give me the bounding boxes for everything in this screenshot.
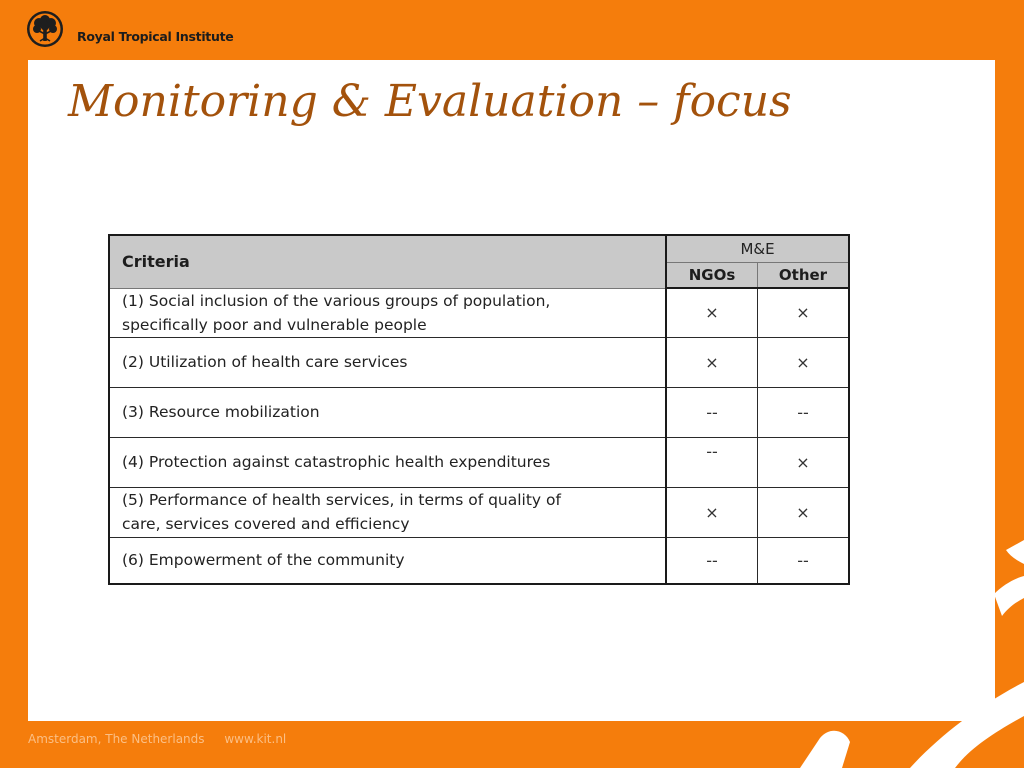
table-row [109, 387, 849, 437]
ngos-mark: × [666, 337, 758, 387]
criteria-line: (3) Resource mobilization [122, 403, 320, 421]
org-name: Royal Tropical Institute [77, 29, 234, 44]
header-other: Other [758, 263, 850, 289]
criteria-line: (5) Performance of health services, in terms of quality of [122, 491, 561, 509]
footer [28, 732, 286, 746]
ngos-mark: -- [666, 387, 758, 437]
other-mark: × [758, 337, 850, 387]
footer-website: www.kit.nl [224, 732, 287, 746]
other-mark: × [758, 437, 850, 487]
criteria-table [108, 234, 850, 585]
criteria-cell [109, 537, 666, 584]
header-bar [0, 0, 1024, 58]
criteria-line: (6) Empowerment of the community [122, 551, 405, 570]
table-row [109, 437, 849, 487]
ngos-mark: -- [666, 437, 758, 487]
ngos-mark: -- [666, 537, 758, 584]
table-row [109, 487, 849, 537]
decorative-swoosh-icon [790, 520, 1024, 768]
criteria-cell [109, 337, 666, 387]
criteria-cell [109, 387, 666, 437]
header-ngos: NGOs [666, 263, 758, 289]
other-mark: × [758, 487, 850, 537]
criteria-cell [109, 437, 666, 487]
other-mark: -- [758, 537, 850, 584]
criteria-line: (2) Utilization of health care services [122, 353, 408, 371]
other-mark: -- [758, 387, 850, 437]
criteria-cell [109, 288, 666, 337]
criteria-cell [109, 487, 666, 537]
table-row [109, 288, 849, 337]
criteria-line: care, services covered and efficiency [122, 515, 410, 533]
footer-location: Amsterdam, The Netherlands [28, 732, 205, 746]
table-row [109, 537, 849, 584]
tree-icon [26, 10, 64, 48]
slide-title: Monitoring & Evaluation – focus [68, 76, 792, 127]
header-criteria: Criteria [109, 235, 666, 288]
criteria-line: (4) Protection against catastrophic health expenditures [122, 453, 551, 471]
criteria-line: (1) Social inclusion of the various groups of population, [122, 291, 551, 310]
table-row [109, 337, 849, 387]
criteria-line: specifically poor and vulnerable people [122, 315, 427, 334]
ngos-mark: × [666, 487, 758, 537]
ngos-mark: × [666, 288, 758, 337]
header-me: M&E [666, 235, 849, 263]
other-mark: × [758, 288, 850, 337]
